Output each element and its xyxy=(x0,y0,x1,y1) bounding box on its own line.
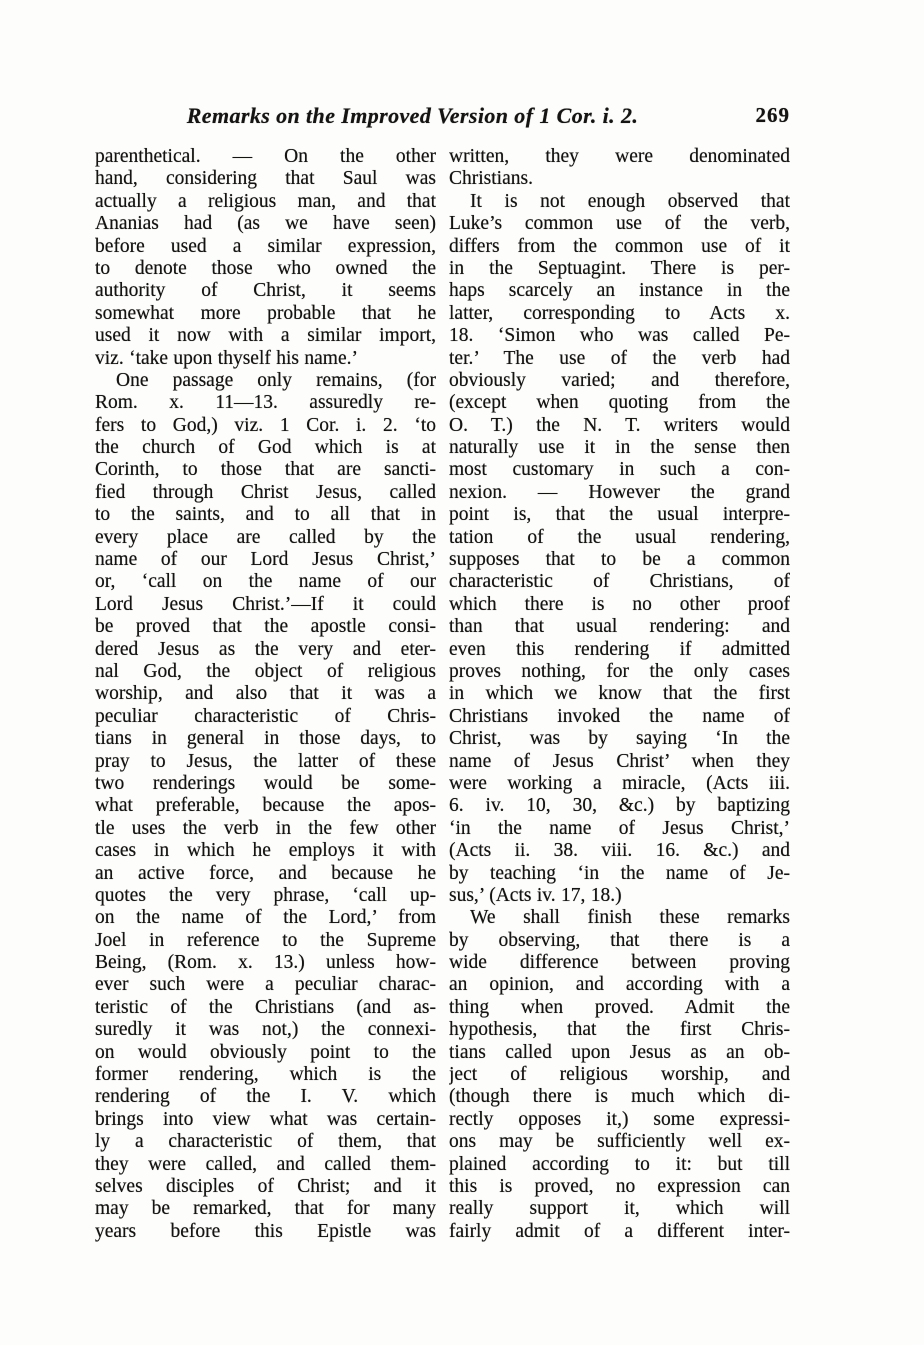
text-line: ter.’ The use of the verb had xyxy=(449,347,790,369)
text-line: two renderings would be some- xyxy=(95,772,436,794)
text-line: We shall finish these remarks xyxy=(470,907,790,929)
text-line: used it now with a similar import, xyxy=(95,325,436,347)
text-line: Rom. x. 11—13. assuredly re- xyxy=(95,392,436,414)
text-line: dered Jesus as the very and eter- xyxy=(95,638,436,660)
text-line: nexion. — However the grand xyxy=(449,481,790,503)
text-line: which there is no other proof xyxy=(449,593,790,615)
page-header xyxy=(95,103,790,135)
text-line: even this rendering if admitted xyxy=(449,638,790,660)
text-line: brings into view what was certain- xyxy=(95,1108,436,1130)
text-line: supposes that to be a common xyxy=(449,549,790,571)
text-line: parenthetical. — On the other xyxy=(95,146,436,167)
text-line: selves disciples of Christ; and it xyxy=(95,1175,436,1197)
text-line: an opinion, and according with a xyxy=(449,974,790,996)
text-line: Lord Jesus Christ.’—If it could xyxy=(95,593,436,615)
text-line: ly a characteristic of them, that xyxy=(95,1131,436,1153)
text-line: obviously varied; and therefore, xyxy=(449,369,790,391)
text-line: (though there is much which di- xyxy=(449,1086,790,1108)
text-line: 6. iv. 10, 30, &c.) by baptizing xyxy=(449,795,790,817)
text-line: name of Jesus Christ’ when they xyxy=(449,750,790,772)
text-line: cases in which he employs it with xyxy=(95,840,436,862)
text-line: It is not enough observed that xyxy=(470,190,790,212)
text-line: before used a similar expression, xyxy=(95,235,436,257)
text-line: actually a religious man, and that xyxy=(95,190,436,212)
text-line: may be remarked, that for many xyxy=(95,1198,436,1220)
text-line: hand, considering that Saul was xyxy=(95,168,436,190)
text-line: years before this Epistle was xyxy=(95,1220,436,1242)
text-line: ‘in the name of Jesus Christ,’ xyxy=(449,817,790,839)
text-line: the church of God which is at xyxy=(95,437,436,459)
page-number: 269 xyxy=(755,103,790,127)
text-line: in which we know that the first xyxy=(449,683,790,705)
text-line: by observing, that there is a xyxy=(449,929,790,951)
text-line: an active force, and because he xyxy=(95,862,436,884)
text-line: (except when quoting from the xyxy=(449,392,790,414)
text-line: tians called upon Jesus as an ob- xyxy=(449,1041,790,1063)
text-line: on the name of the Lord,’ from xyxy=(95,907,436,929)
text-line: most customary in such a con- xyxy=(449,459,790,481)
text-line: in the Septuagint. There is per- xyxy=(449,257,790,279)
text-line: teristic of the Christians (and as- xyxy=(95,996,436,1018)
text-line: pray to Jesus, the latter of these xyxy=(95,750,436,772)
text-line: quotes the very phrase, ‘call up- xyxy=(95,884,436,906)
text-line: to denote those who owned the xyxy=(95,257,436,279)
text-line: former rendering, which is the xyxy=(95,1064,436,1086)
text-line: Corinth, to those that are sancti- xyxy=(95,459,436,481)
text-line: fairly admit of a different inter- xyxy=(449,1220,790,1242)
text-line: point is, that the usual interpre- xyxy=(449,504,790,526)
text-line: Ananias had (as we have seen) xyxy=(95,213,436,235)
text-line: by teaching ‘in the name of Je- xyxy=(449,862,790,884)
text-line: to the saints, and to all that in xyxy=(95,504,436,526)
left-text-column xyxy=(95,146,436,1243)
text-line: what preferable, because the apos- xyxy=(95,795,436,817)
text-line: tle uses the verb in the few other xyxy=(95,817,436,839)
text-line: differs from the common use of it xyxy=(449,235,790,257)
text-line: thing when proved. Admit the xyxy=(449,996,790,1018)
text-line: this is proved, no expression can xyxy=(449,1175,790,1197)
text-line: Christians invoked the name of xyxy=(449,705,790,727)
text-line: Joel in reference to the Supreme xyxy=(95,929,436,951)
text-line: (Acts ii. 38. viii. 16. &c.) and xyxy=(449,840,790,862)
text-line: be proved that the apostle consi- xyxy=(95,616,436,638)
text-line: 18. ‘Simon who was called Pe- xyxy=(449,325,790,347)
text-line: proves nothing, for the only cases xyxy=(449,660,790,682)
text-line: suredly it was not,) the connexi- xyxy=(95,1019,436,1041)
text-line: were working a miracle, (Acts iii. xyxy=(449,772,790,794)
text-line: ject of religious worship, and xyxy=(449,1064,790,1086)
text-line: tation of the usual rendering, xyxy=(449,526,790,548)
text-line: Christ, was by saying ‘In the xyxy=(449,728,790,750)
text-line: fied through Christ Jesus, called xyxy=(95,481,436,503)
text-line: hypothesis, that the first Chris- xyxy=(449,1019,790,1041)
text-line: Being, (Rom. x. 13.) unless how- xyxy=(95,952,436,974)
text-line: fers to God,) viz. 1 Cor. i. 2. ‘to xyxy=(95,414,436,436)
text-line: written, they were denominated xyxy=(449,146,790,167)
text-line: they were called, and called them- xyxy=(95,1153,436,1175)
text-line: name of our Lord Jesus Christ,’ xyxy=(95,549,436,571)
text-line: than that usual rendering: and xyxy=(449,616,790,638)
text-line: wide difference between proving xyxy=(449,952,790,974)
text-line: on would obviously point to the xyxy=(95,1041,436,1063)
text-line: naturally use it in the sense then xyxy=(449,437,790,459)
text-line: viz. ‘take upon thyself his name.’ xyxy=(95,347,358,369)
text-line: ever such were a peculiar charac- xyxy=(95,974,436,996)
text-line: latter, corresponding to Acts x. xyxy=(449,302,790,324)
text-line: tians in general in those days, to xyxy=(95,728,436,750)
text-line: characteristic of Christians, of xyxy=(449,571,790,593)
text-line: worship, and also that it was a xyxy=(95,683,436,705)
text-line: nal God, the object of religious xyxy=(95,660,436,682)
text-line: Christians. xyxy=(449,168,533,190)
text-line: O. T.) the N. T. writers would xyxy=(449,414,790,436)
text-line: peculiar characteristic of Chris- xyxy=(95,705,436,727)
text-line: rectly opposes it,) some expressi- xyxy=(449,1108,790,1130)
running-title: Remarks on the Improved Version of 1 Cor. i. 2. xyxy=(186,103,639,128)
text-line: Luke’s common use of the verb, xyxy=(449,213,790,235)
text-line: One passage only remains, (for xyxy=(116,369,436,391)
text-line: authority of Christ, it seems xyxy=(95,280,436,302)
text-line: plained according to it: but till xyxy=(449,1153,790,1175)
text-line: ons may be sufficiently well ex- xyxy=(449,1131,790,1153)
text-line: haps scarcely an instance in the xyxy=(449,280,790,302)
text-line: or, ‘call on the name of our xyxy=(95,571,436,593)
right-text-column xyxy=(449,146,790,1243)
text-line: every place are called by the xyxy=(95,526,436,548)
text-line: sus,’ (Acts iv. 17, 18.) xyxy=(449,884,622,906)
text-line: somewhat more probable that he xyxy=(95,302,436,324)
text-line: rendering of the I. V. which xyxy=(95,1086,436,1108)
text-line: really support it, which will xyxy=(449,1198,790,1220)
